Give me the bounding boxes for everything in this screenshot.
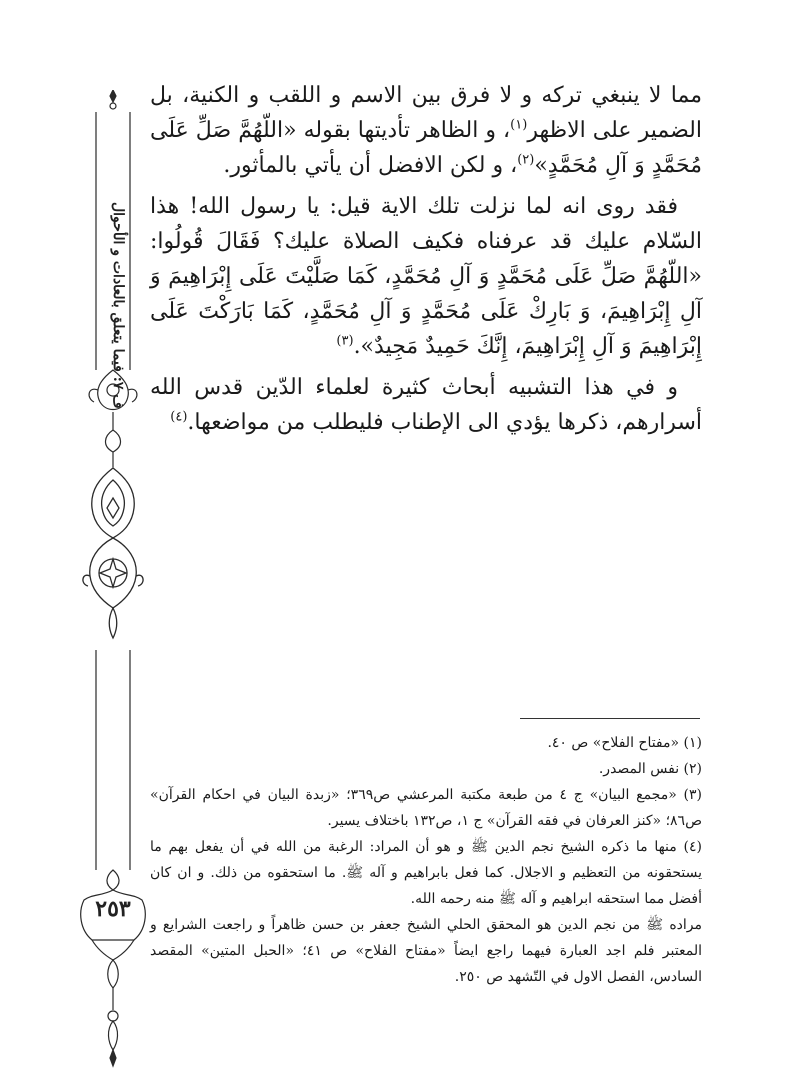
paragraph-1 [150, 78, 702, 183]
footnote-ref-4[interactable]: (٤) [170, 409, 188, 425]
footnote-1: (١) «مفتاح الفلاح» ص ٤٠. [547, 735, 702, 751]
page-number-cartouche-icon [78, 650, 148, 1090]
paragraph-2-text: فقد روى انه لما نزلت تلك الاية قيل: يا رسول الله! هذا السّلام عليك قد عرفناه فكيف الصلاة عليك؟ فَقَالَ قُولُوا: «اللّهُمَّ صَلِّ عَلَى مُحَمَّدٍ وَ آلِ مُحَمَّدٍ، كَمَا صَلَّيْتَ عَلَى إِبْرَاهِيمَ وَ آلِ إِبْرَاهِيمَ، وَ بَارِكْ عَلَى مُحَمَّدٍ وَ آلِ مُحَمَّدٍ، كَمَا بَارَكْتَ عَلَى إِبْرَاهِيمَ وَ آلِ إِبْرَاهِيمَ، إِنَّكَ حَمِيدٌ مَجِيدٌ». [150, 194, 702, 359]
side-ornament-column [78, 90, 148, 1090]
paragraph-3-text: و في هذا التشبيه أبحاث كثيرة لعلماء الدّين قدس الله أسرارهم، ذكرها يؤدي الى الإطناب فليطلب من مواضعها. [150, 375, 702, 435]
paragraph-1-part-3: ، و لكن الافضل أن يأتي بالمأثور. [223, 153, 518, 178]
paragraph-1-part-1: مما لا ينبغي تركه و لا فرق بين الاسم و اللقب و الكنية، بل الضمير على الاظهر [150, 83, 702, 143]
footnotes [150, 730, 702, 990]
arabesque-medallion-icon [78, 468, 148, 648]
paragraph-1-part-2: ، و الظاهر تأديتها بقوله «اللّهُمَّ صَلِّ عَلَى مُحَمَّدٍ وَ آلِ مُحَمَّدٍ» [150, 118, 702, 178]
paragraph-3 [150, 370, 702, 440]
page-number: ٢٥٣ [95, 896, 131, 922]
footnote-separator [520, 718, 700, 719]
footnote-ref-1[interactable]: (١) [510, 117, 528, 133]
footnote-ref-3[interactable]: (٣) [336, 333, 354, 349]
footnote-2: (٢) نفس المصدر. [598, 761, 702, 777]
paragraph-2 [150, 189, 702, 364]
footnote-4: (٤) منها ما ذكره الشيخ نجم الدين ﷺ و هو أن المراد: الرغبة من الله في أن يفعل بهم ما يستحقونه من التعظيم و الاجلال. كما فعل بابراهيم و آله ﷺ. ما استحقوه من ذلك. و ان كان أفضل مما استحقه ابراهيم و آله ﷺ منه رحمه الله. [150, 839, 702, 907]
footnote-ref-2[interactable]: (٢) [517, 152, 535, 168]
footnote-4-continuation: مراده ﷺ من نجم الدين هو المحقق الحلي الشيخ جعفر بن حسن ظاهراً و راجعت الشرايع و المعتبر فلم اجد العبارة فيهما راجع ايضاً «مفتاح الفلاح» ص ٤١؛ «الحبل المتين» المقصد السادس، الفصل الاول في التّشهد ص ٢٥٠. [150, 917, 702, 985]
running-title: ف ٧: فيما يتعلق بالعادات و الأحوال [110, 202, 126, 409]
footnote-3: (٣) «مجمع البيان» ج ٤ من طبعة مكتبة المرعشي ص٣٦٩؛ «زبدة البيان في احكام القرآن» ص٨٦؛ «كنز العرفان في فقه القرآن» ج ١، ص١٣٢ باختلاف يسير. [150, 787, 702, 829]
main-text [150, 78, 702, 446]
